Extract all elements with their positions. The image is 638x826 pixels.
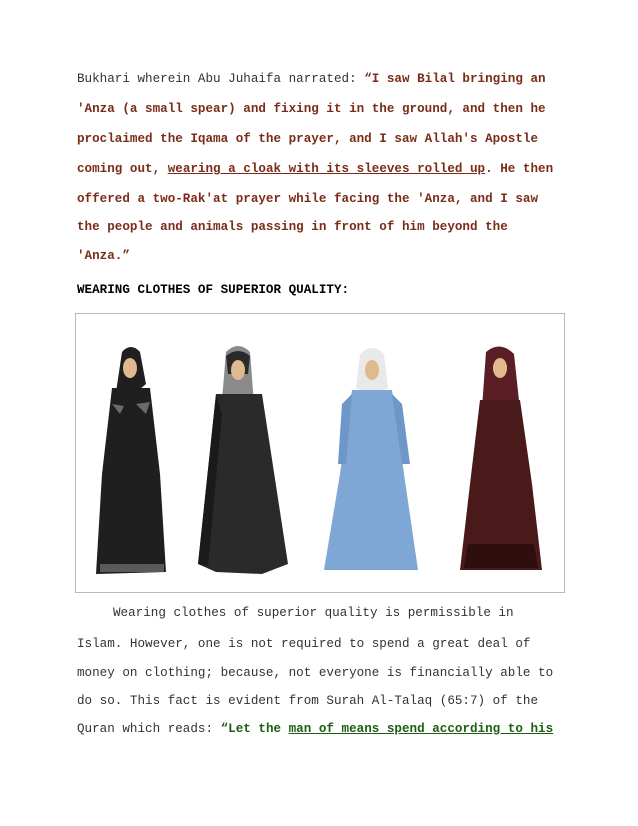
model-blue-abaya: [324, 348, 418, 570]
quote-line: 'Anza (a small spear) and fixing it in the ground, and then he: [77, 102, 546, 116]
body-text-line: money on clothing; because, not everyone is financially able to: [77, 666, 554, 680]
body-text-line: Islam. However, one is not required to spend a great deal of: [77, 637, 531, 651]
quran-quote-underlined: man of means spend according to his: [288, 722, 554, 736]
body-text-line: [77, 721, 553, 737]
underlined-quote-text: wearing a cloak with its sleeves rolled up: [167, 162, 486, 176]
section-heading: WEARING CLOTHES OF SUPERIOR QUALITY:: [77, 283, 350, 297]
quote-line: the people and animals passing in front of him beyond the: [77, 220, 508, 234]
model-grey-scarf-abaya: [198, 346, 288, 574]
text-line: [77, 71, 546, 87]
quran-quote: “Let the: [220, 722, 289, 736]
text-span: Bukhari wherein Abu Juhaifa narrated:: [77, 72, 365, 86]
quote-text: coming out,: [77, 162, 168, 176]
quote-line: 'Anza.”: [77, 249, 130, 263]
quote-line: offered a two-Rak'at prayer while facing the 'Anza, and I saw: [77, 192, 539, 206]
quote-line: proclaimed the Iqama of the prayer, and I saw Allah's Apostle: [77, 132, 539, 146]
model-black-abaya: [96, 347, 166, 574]
text-span: Quran which reads:: [77, 722, 221, 736]
body-text-line: Wearing clothes of superior quality is permissible in: [113, 606, 514, 620]
body-text-line: do so. This fact is evident from Surah Al-Talaq (65:7) of the: [77, 694, 539, 708]
quote-text: “I saw Bilal bringing an: [364, 72, 546, 86]
abaya-figure: [75, 313, 565, 593]
quote-line: [77, 161, 553, 177]
quote-text: . He then: [485, 162, 554, 176]
model-maroon-abaya: [460, 346, 542, 570]
abaya-illustration: [76, 314, 564, 592]
